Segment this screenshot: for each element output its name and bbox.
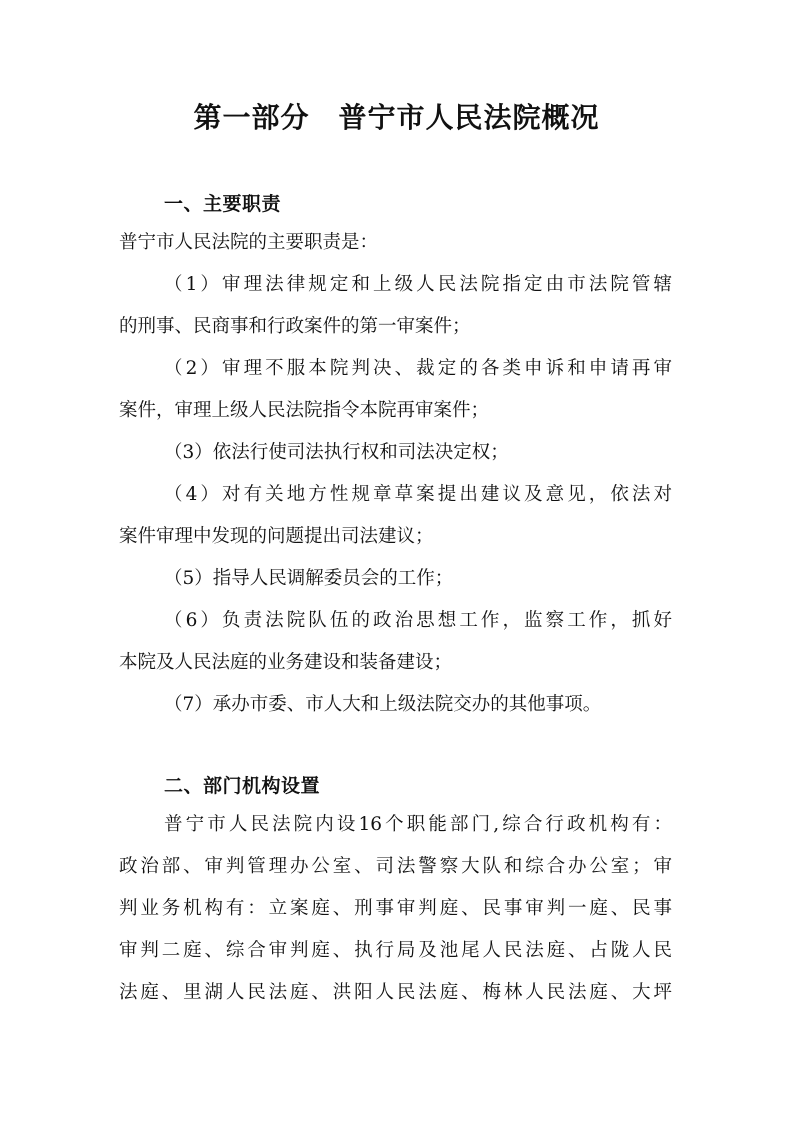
duty-item-7: （7）承办市委、市人大和上级法院交办的其他事项。 [164, 694, 602, 715]
duty-item-2-line-1: （2）审理不服本院判决、裁定的各类申诉和申请再审 [164, 358, 672, 379]
departments-paragraph-line-3: 判业务机构有：立案庭、刑事审判庭、民事审判一庭、民事 [119, 898, 672, 919]
section-heading-duties: 一、主要职责 [164, 193, 282, 215]
departments-paragraph-line-4: 审判二庭、综合审判庭、执行局及池尾人民法庭、占陇人民 [119, 940, 672, 961]
duty-item-3: （3）依法行使司法执行权和司法决定权； [164, 442, 509, 463]
duty-item-5: （5）指导人民调解委员会的工作； [164, 568, 454, 589]
duty-item-1-line-2: 的刑事、民商事和行政案件的第一审案件； [119, 316, 471, 337]
duties-intro: 普宁市人民法院的主要职责是： [119, 232, 379, 253]
departments-paragraph-line-2: 政治部、审判管理办公室、司法警察大队和综合办公室；审 [119, 856, 672, 877]
departments-paragraph-line-5: 法庭、里湖人民法庭、洪阳人民法庭、梅林人民法庭、大坪 [119, 982, 672, 1003]
duty-item-4-line-1: （4）对有关地方性规章草案提出建议及意见，依法对 [164, 484, 672, 505]
duty-item-1-line-1: （1）审理法律规定和上级人民法院指定由市法院管辖 [164, 274, 672, 295]
duty-item-6-line-1: （6）负责法院队伍的政治思想工作，监察工作，抓好 [164, 610, 672, 631]
duty-item-4-line-2: 案件审理中发现的问题提出司法建议； [119, 526, 434, 547]
page-title: 第一部分 普宁市人民法院概况 [193, 101, 600, 134]
departments-paragraph-line-1: 普宁市人民法院内设16个职能部门,综合行政机构有： [164, 814, 672, 835]
section-heading-departments: 二、部门机构设置 [164, 775, 321, 797]
duty-item-6-line-2: 本院及人民法庭的业务建设和装备建设； [119, 652, 453, 673]
duty-item-2-line-2: 案件，审理上级人民法院指令本院再审案件； [119, 400, 490, 421]
